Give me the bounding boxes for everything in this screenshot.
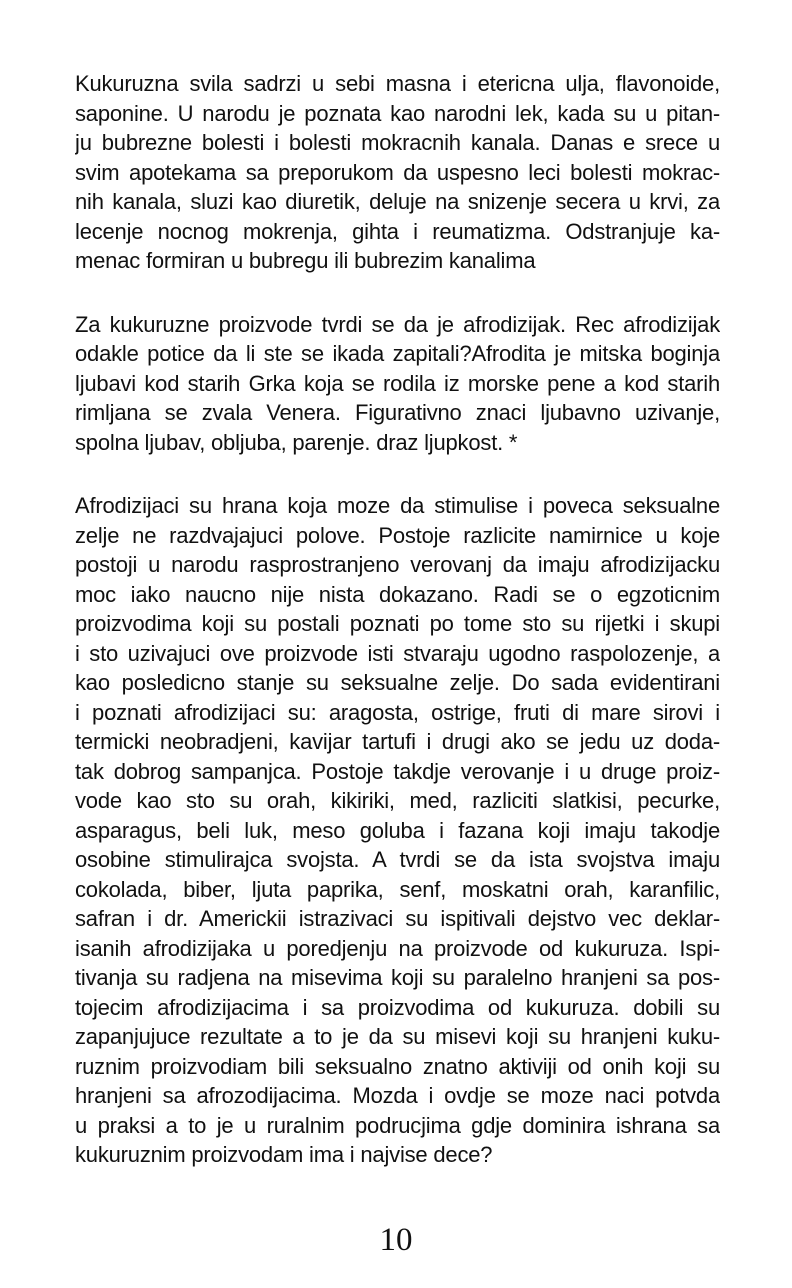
text-line: moc iako naucno nije nista dokazano. Radi se o egzoticnim — [75, 581, 720, 607]
text-line: zapanjujuce rezultate a to je da su misevi koji su hranjeni kuku- — [75, 1024, 720, 1049]
text-line: safran i dr. Americkii istrazivaci su ispitivali dejstvo vec deklar- — [75, 906, 720, 931]
text-line: asparagus, beli luk, meso goluba i fazana koji imaju takodje — [75, 817, 720, 843]
text-line: Za kukuruzne proizvode tvrdi se da je afrodizijak. Rec afrodizijak — [75, 311, 720, 337]
text-line: ju bubrezne bolesti i bolesti mokracnih kanala. Danas e srece u — [75, 130, 720, 155]
paragraph-aphrodisiac-word — [75, 310, 720, 458]
text-line: menac formiran u bubregu ili bubrezim kanalima — [75, 248, 536, 273]
text-line: saponine. U narodu je poznata kao narodni lek, kada su u pitan- — [75, 100, 720, 126]
text-line: tivanja su radjena na misevima koji su paralelno hranjeni sa pos- — [75, 965, 720, 990]
body-text — [75, 69, 720, 1170]
text-line: spolna ljubav, obljuba, parenje. draz ljupkost. * — [75, 429, 518, 455]
paragraph-aphrodisiac-foods — [75, 491, 720, 1170]
text-line: rimljana se zvala Venera. Figurativno znaci ljubavno uzivanje, — [75, 400, 720, 425]
text-line: zelje ne razdvajajuci polove. Postoje razlicite namirnice u koje — [75, 522, 720, 548]
text-line: Afrodizijaci su hrana koja moze da stimulise i poveca seksualne — [75, 493, 720, 518]
text-line: isanih afrodizijaka u poredjenju na proizvode od kukuruza. Ispi- — [75, 935, 720, 961]
page-number: 10 — [379, 1222, 413, 1258]
text-line: u praksi a to je u ruralnim podrucjima gdje dominira ishrana sa — [75, 1112, 720, 1138]
text-line: proizvodima koji su postali poznati po tome sto su rijetki i skupi — [75, 611, 720, 636]
text-line: ruznim proizvodiam bili seksualno znatno aktiviji od onih koji su — [75, 1053, 720, 1079]
text-line: postoji u narodu rasprostranjeno verovanj da imaju afrodizijacku — [75, 552, 720, 577]
text-line: osobine stimulirajca svojsta. A tvrdi se da ista svojstva imaju — [75, 847, 720, 872]
text-line: odakle potice da li ste se ikada zapitali?Afrodita je mitska boginja — [75, 341, 720, 366]
text-line: nih kanala, sluzi kao diuretik, deluje na snizenje secera u krvi, za — [75, 189, 720, 214]
text-line: kukuruznim proizvodam ima i najvise dece? — [75, 1142, 493, 1167]
text-line: lecenje nocnog mokrenja, gihta i reumatizma. Odstranjuje ka- — [75, 218, 720, 244]
text-line: cokolada, biber, ljuta paprika, senf, moskatni orah, karanfilic, — [75, 876, 720, 902]
text-line: ljubavi kod starih Grka koja se rodila iz morske pene a kod starih — [75, 370, 720, 396]
text-line: i sto uzivajuci ove proizvode isti stvaraju ugodno raspolozenje, a — [75, 640, 720, 666]
text-line: termicki neobradjeni, kavijar tartufi i drugi ako se jedu uz doda- — [75, 729, 720, 754]
text-line: hranjeni sa afrozodijacima. Mozda i ovdje se moze naci potvda — [75, 1083, 720, 1108]
text-line: kao posledicno stanje su seksualne zelje. Do sada evidentirani — [75, 670, 720, 695]
text-line: tojecim afrodizijacima i sa proizvodima od kukuruza. dobili su — [75, 994, 720, 1020]
text-line: i poznati afrodizijaci su: aragosta, ostrige, fruti di mare sirovi i — [75, 699, 720, 725]
paragraph-corn-silk — [75, 69, 720, 276]
text-line: tak dobrog sampanjca. Postoje takdje verovanje i u druge proiz- — [75, 758, 720, 784]
text-line: vode kao sto su orah, kikiriki, med, razliciti slatkisi, pecurke, — [75, 788, 720, 813]
text-line: svim apotekama sa preporukom da uspesno leci bolesti mokrac- — [75, 159, 720, 185]
text-line: Kukuruzna svila sadrzi u sebi masna i etericna ulja, flavonoide, — [75, 71, 720, 96]
